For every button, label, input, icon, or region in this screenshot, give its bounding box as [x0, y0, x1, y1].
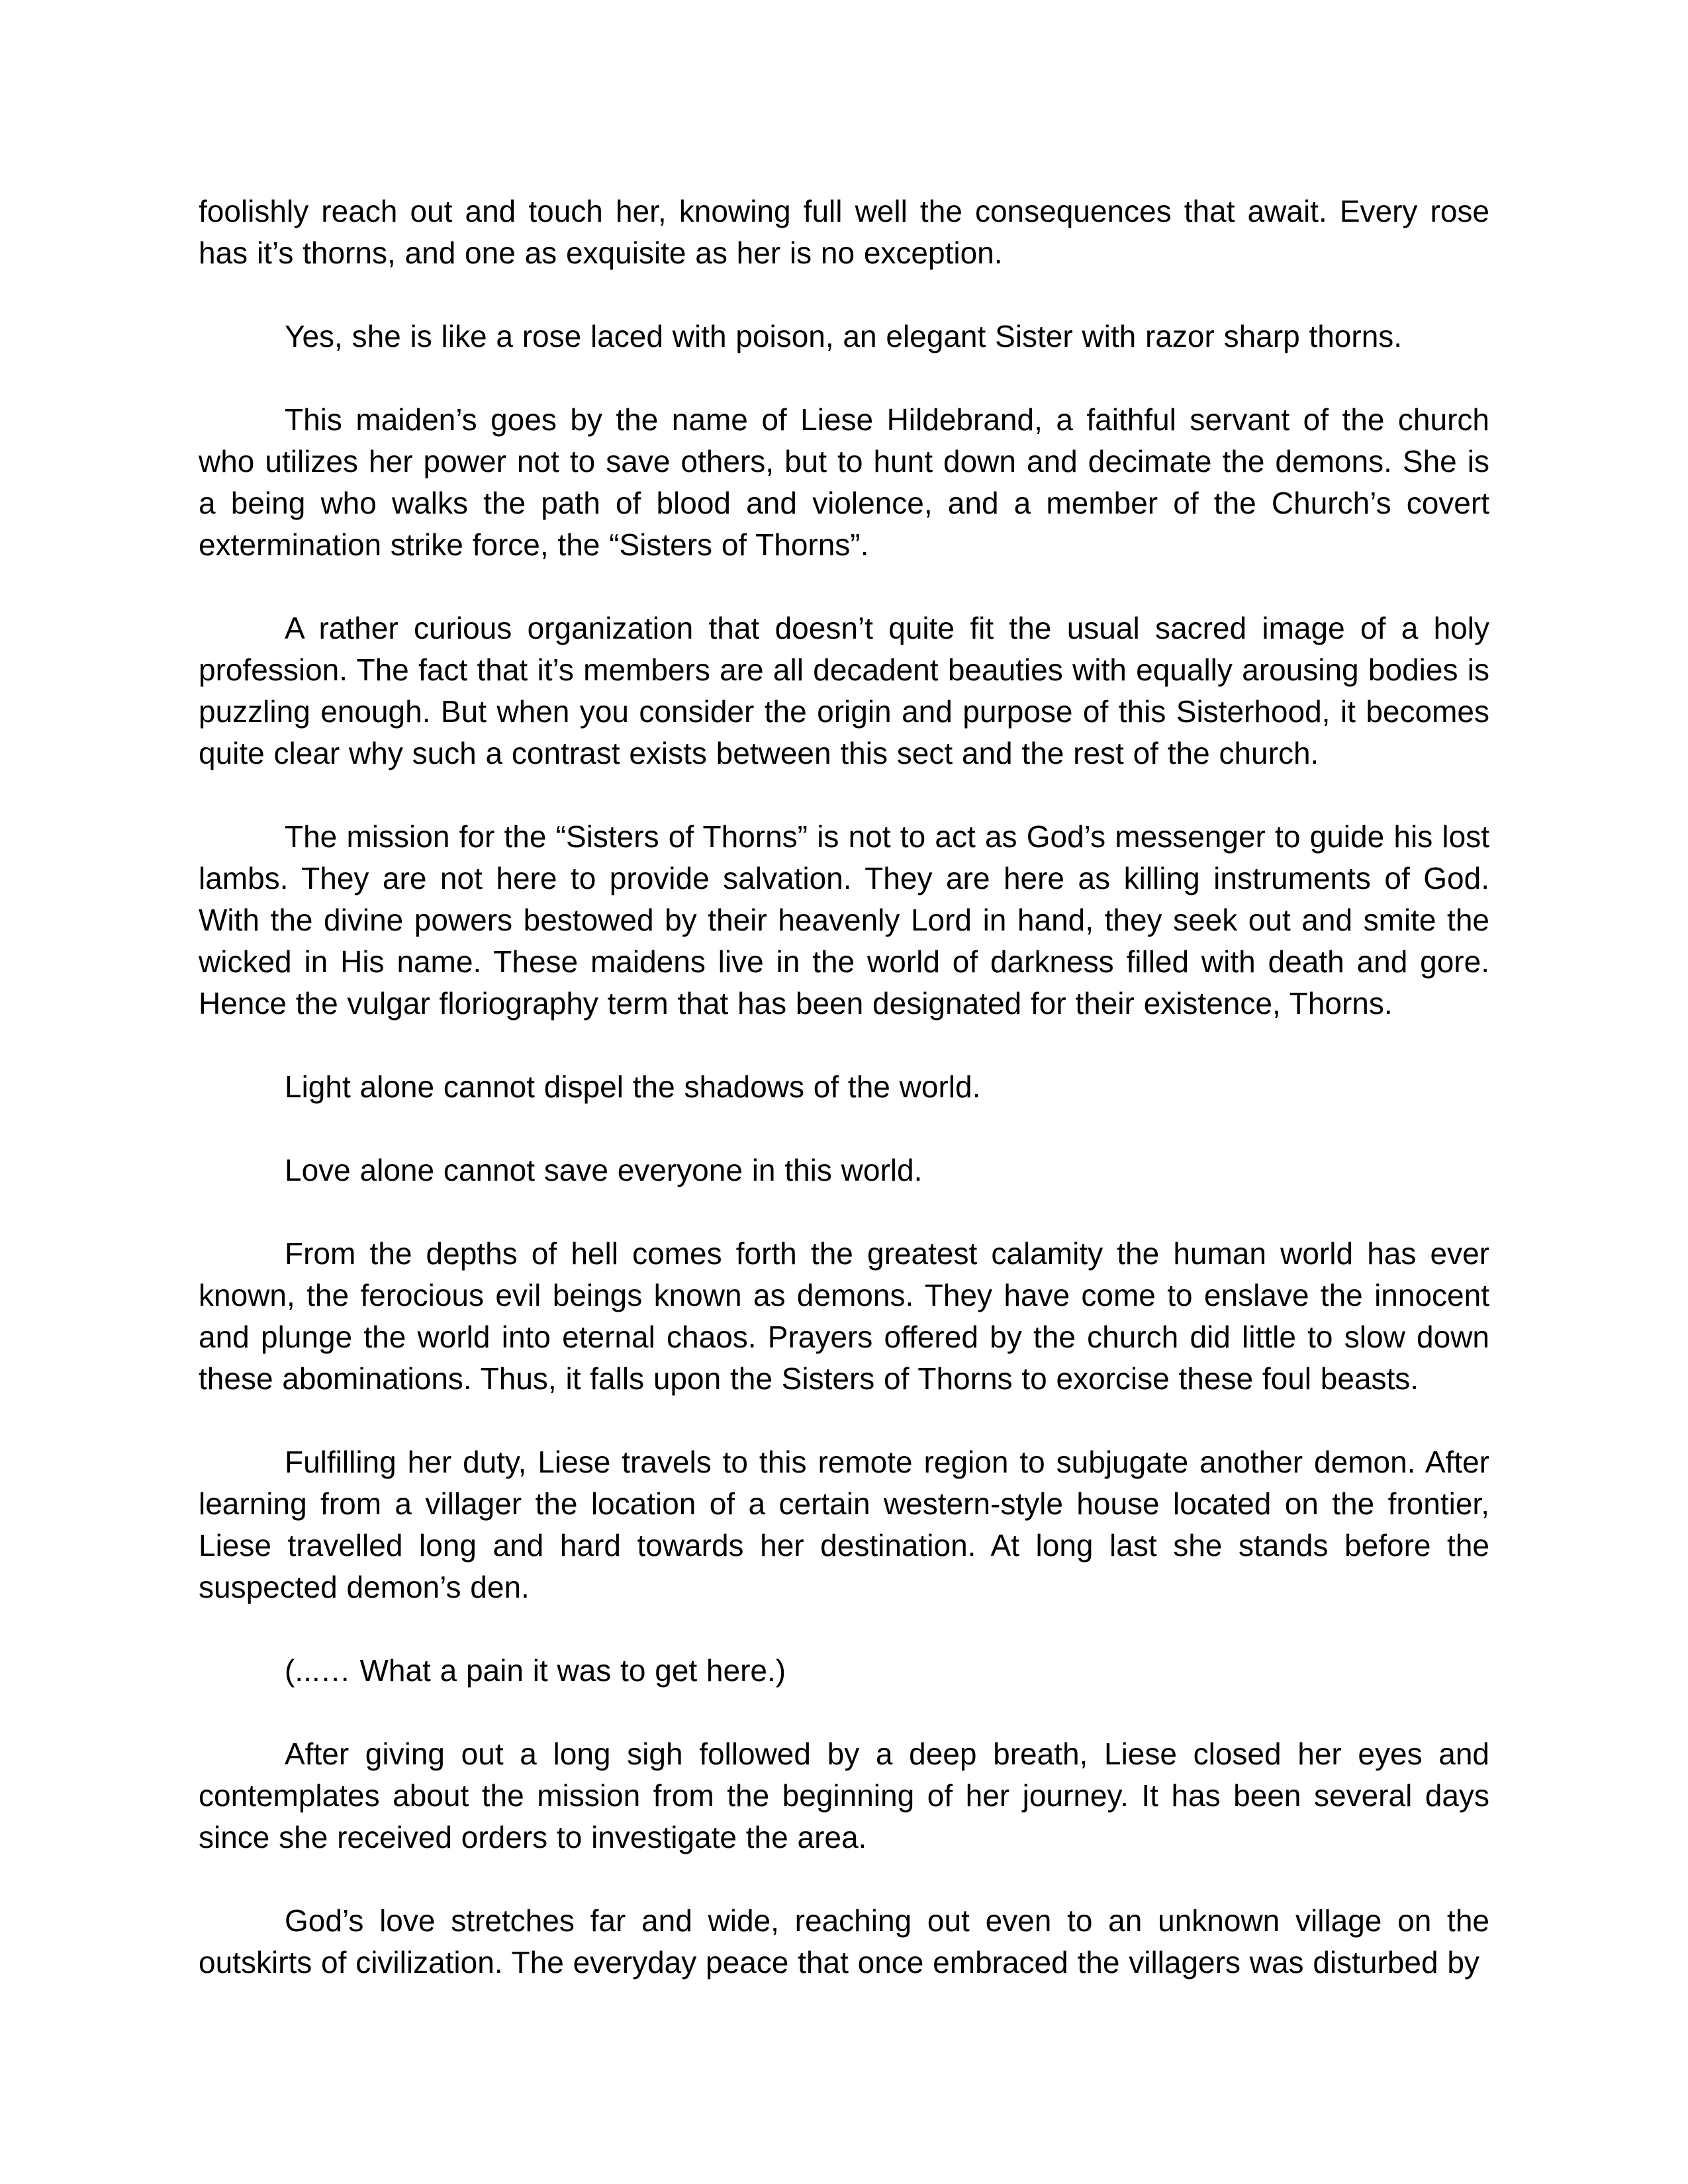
document-body: [199, 191, 1489, 1983]
paragraph: Yes, she is like a rose laced with poison, an elegant Sister with razor sharp thorns.: [285, 319, 1403, 353]
paragraph: The mission for the “Sisters of Thorns” is not to act as God’s messenger to guide his lost lambs. They are not here to provide salvation. They are here as killing instruments of God. With the divine powers bestowed by their heavenly Lord in hand, they seek out and smite the wicked in His name. These maidens live in the world of darkness filled with death and gore. Hence the vulgar floriography term that has been designated for their existence, Thorns.: [199, 819, 1489, 1021]
paragraph: Love alone cannot save everyone in this world.: [285, 1153, 923, 1187]
paragraph: Fulfilling her duty, Liese travels to this remote region to subjugate another demon. After learning from a villager the location of a certain western-style house located on the frontier, Liese travelled long and hard towards her destination. At long last she stands before the suspected demon’s den.: [199, 1445, 1489, 1604]
paragraph: After giving out a long sigh followed by a deep breath, Liese closed her eyes and contemplates about the mission from the beginning of her journey. It has been several days since she received orders to investigate the area.: [199, 1737, 1489, 1854]
paragraph: From the depths of hell comes forth the greatest calamity the human world has ever known, the ferocious evil beings known as demons. They have come to enslave the innocent and plunge the world into eternal chaos. Prayers offered by the church did little to slow down these abominations. Thus, it falls upon the Sisters of Thorns to exorcise these foul beasts.: [199, 1236, 1489, 1396]
paragraph: This maiden’s goes by the name of Liese Hildebrand, a faithful servant of the church who utilizes her power not to save others, but to hunt down and decimate the demons. She is a being who walks the path of blood and violence, and a member of the Church’s covert extermination strike force, the “Sisters of Thorns”.: [199, 402, 1489, 562]
paragraph: foolishly reach out and touch her, knowing full well the consequences that await. Every rose has it’s thorns, and one as exquisite as her is no exception.: [199, 194, 1489, 270]
paragraph: (...… What a pain it was to get here.): [285, 1653, 786, 1688]
paragraph: Light alone cannot dispel the shadows of the world.: [285, 1069, 981, 1104]
paragraph: God’s love stretches far and wide, reaching out even to an unknown village on the outskirts of civilization. The everyday peace that once embraced the villagers was disturbed by: [199, 1903, 1489, 1979]
paragraph: A rather curious organization that doesn’t quite fit the usual sacred image of a holy profession. The fact that it’s members are all decadent beauties with equally arousing bodies is puzzling enough. But when you consider the origin and purpose of this Sisterhood, it becomes quite clear why such a contrast exists between this sect and the rest of the church.: [199, 611, 1489, 770]
